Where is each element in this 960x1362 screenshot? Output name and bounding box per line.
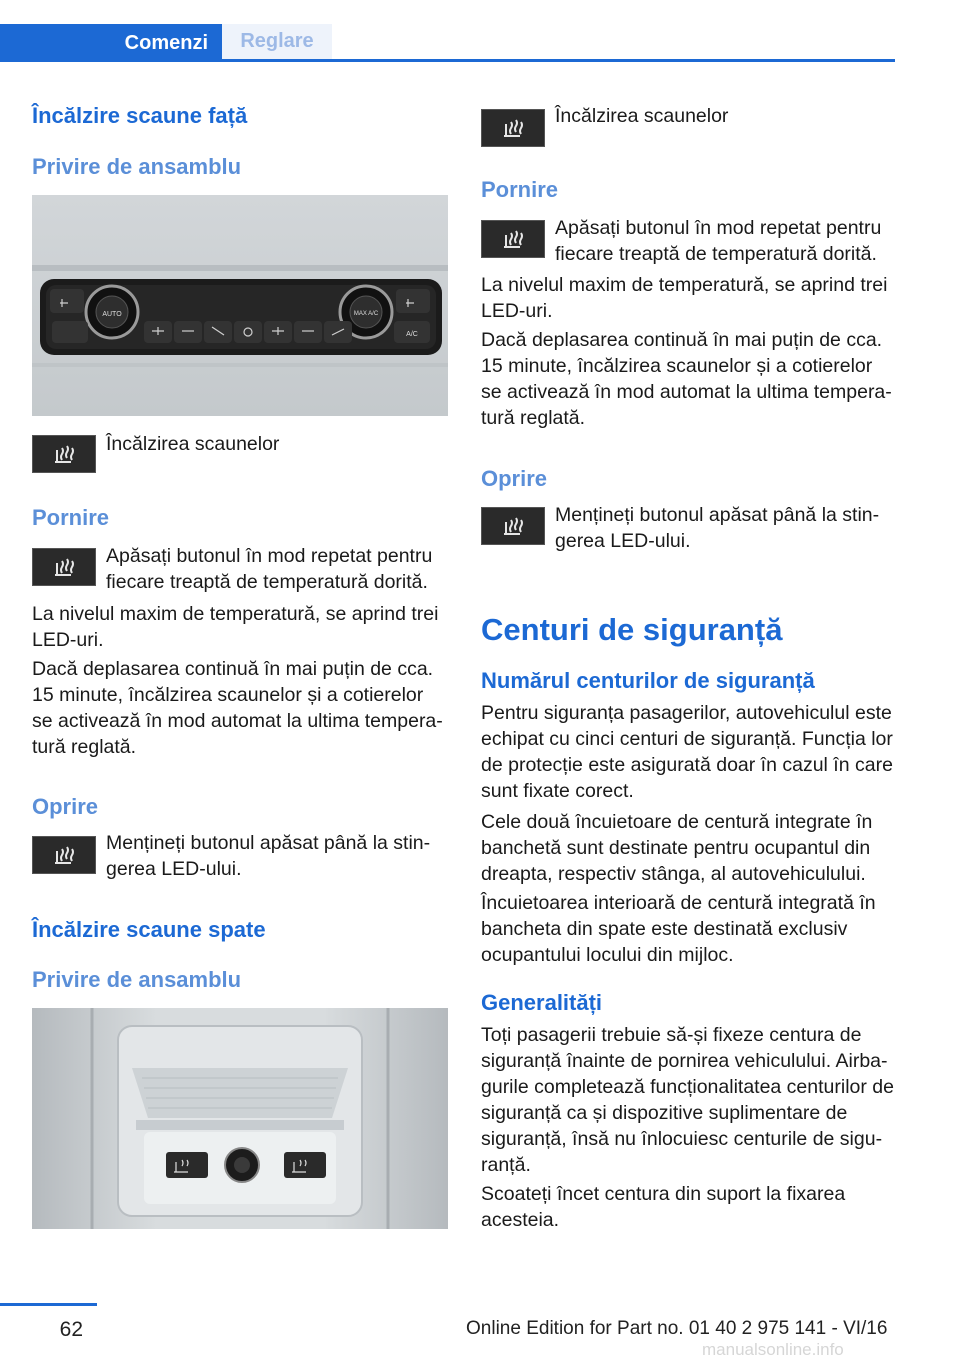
text-general: Toți pasagerii trebuie să-și fixeze centura de siguranță înainte de pornirea vehiculului. Airba-gurile completează funcționalitatea centurilor de siguranță ca și dispozitive suplimentare de siguranță, însă nu înlocuiesc centurile de sigu-ranță. <box>481 1024 894 1176</box>
rear-console-image <box>32 1008 448 1229</box>
text-max-level: La nivelul maxim de temperatură, se aprind trei LED-uri. <box>32 603 439 651</box>
text-pornire-right: Apăsați butonul în mod repetat pentru fiecare treaptă de temperatură dorită. <box>555 217 882 265</box>
heading-overview: Privire de ansamblu <box>32 154 242 179</box>
heading-pornire: Pornire <box>32 505 110 530</box>
tab-reglare[interactable]: Reglare <box>222 24 332 59</box>
header-tabbar <box>0 24 895 62</box>
caption-seat-heating: Încălzirea scaunelor <box>106 433 280 455</box>
tab-comenzi[interactable]: Comenzi <box>0 24 222 62</box>
caption-seat-heating-right: Încălzirea scaunelor <box>555 105 729 127</box>
text-belt-count: Pentru siguranța pasagerilor, autovehiculul este echipat cu cinci centuri de siguranță. Funcția lor de protecție este asigurată doar în cazul în care sunt fixate corect. <box>481 702 893 802</box>
seat-heating-icon <box>32 548 96 586</box>
ac-label: A/C <box>406 331 418 338</box>
heading-seat-belts: Centuri de siguranță <box>481 612 783 647</box>
heading-belt-count: Numărul centurilor de siguranță <box>481 668 815 693</box>
page-number-rule <box>0 1303 97 1306</box>
page-number: 62 <box>59 1318 83 1341</box>
heading-front-seat-heating: Încălzire scaune față <box>32 103 248 128</box>
heading-oprire-right: Oprire <box>481 466 548 491</box>
text-auto-activation-right: Dacă deplasarea continuă în mai puțin de cca. 15 minute, încălzirea scaunelor și a cotierelor se activează în mod automat la ultima tempera-tură reglată. <box>481 329 892 429</box>
text-buckles: Cele două încuietoare de centură integrate în banchetă sunt destinate pentru ocupantul din dreapta, respectiv stânga, al autovehiculului. <box>481 811 873 885</box>
auto-label: AUTO <box>102 311 122 318</box>
seat-heating-icon <box>481 507 545 545</box>
rear-console-illustration <box>32 1008 448 1229</box>
watermark: manualsonline.info <box>702 1340 844 1359</box>
front-climate-panel-illustration <box>32 195 448 416</box>
seat-heating-icon <box>481 109 545 147</box>
text-auto-activation: Dacă deplasarea continuă în mai puțin de cca. 15 minute, încălzirea scaunelor și a cotierelor se activează în mod automat la ultima tempera-tură reglată. <box>32 658 443 758</box>
front-climate-panel-image <box>32 195 448 416</box>
text-max-level-right: La nivelul maxim de temperatură, se aprind trei LED-uri. <box>481 274 888 322</box>
seat-heating-icon <box>481 220 545 258</box>
heading-rear-seat-heating: Încălzire scaune spate <box>32 917 266 942</box>
text-inner-buckle: Încuietoarea interioară de centură integrată în bancheta din spate este destinată exclusiv ocupantului locului din mijloc. <box>481 892 876 966</box>
text-pornire: Apăsați butonul în mod repetat pentru fiecare treaptă de temperatură dorită. <box>106 545 433 593</box>
heading-oprire: Oprire <box>32 794 99 819</box>
heading-pornire-right: Pornire <box>481 177 559 202</box>
heading-general: Generalități <box>481 990 603 1015</box>
max-ac-label: MAX A/C <box>353 311 379 317</box>
edition-text: Online Edition for Part no. 01 40 2 975 141 - VI/16 <box>466 1318 888 1339</box>
heading-overview-rear: Privire de ansamblu <box>32 967 242 992</box>
seat-heating-icon <box>32 435 96 473</box>
seat-heating-icon <box>32 836 96 874</box>
text-oprire-right: Mențineți butonul apăsat până la stin-gerea LED-ului. <box>555 504 880 552</box>
text-slow-pull: Scoateți încet centura din suport la fixarea acesteia. <box>481 1183 846 1231</box>
text-oprire: Mențineți butonul apăsat până la stin-gerea LED-ului. <box>106 832 431 880</box>
